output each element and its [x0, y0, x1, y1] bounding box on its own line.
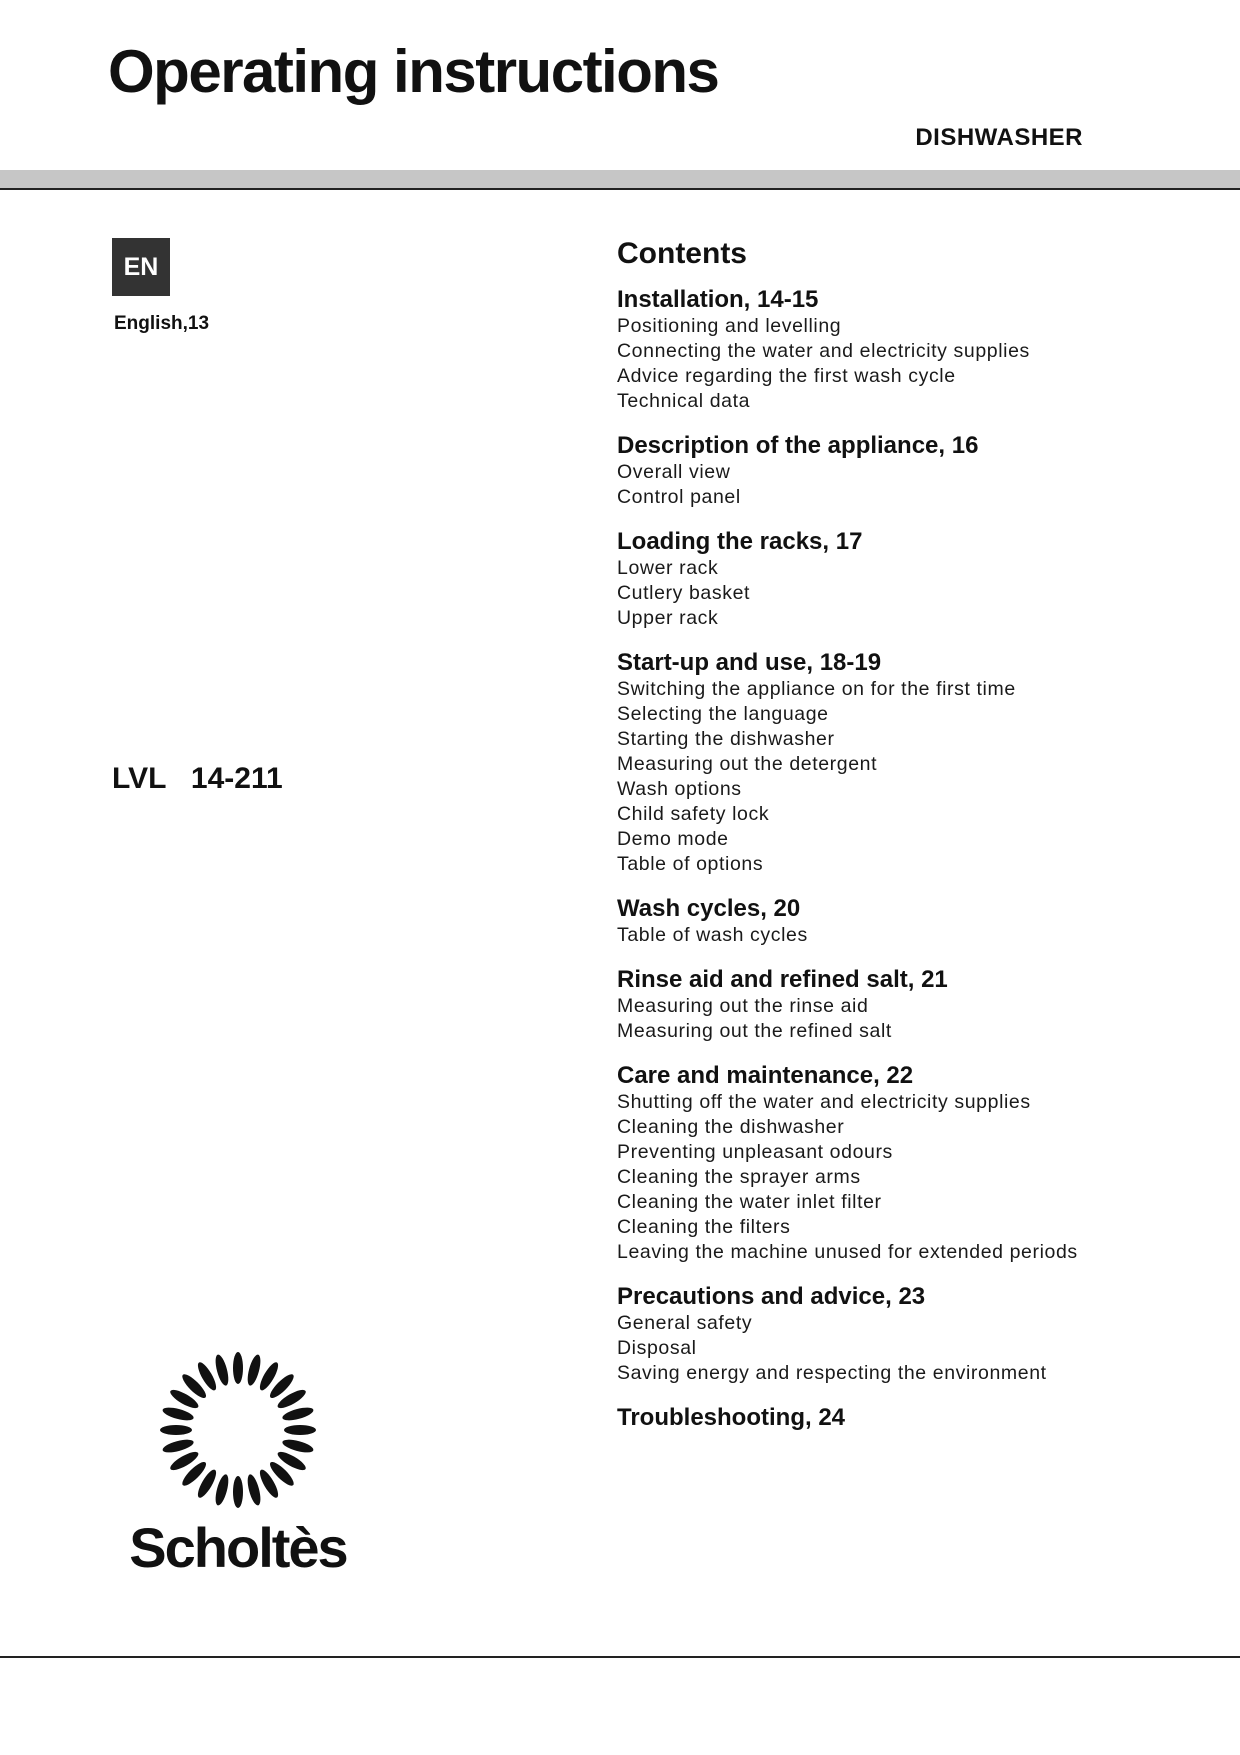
sun-ray	[161, 1405, 194, 1423]
contents-section	[617, 1062, 1217, 1265]
section-item: Cutlery basket	[617, 582, 751, 604]
section-item: Technical data	[617, 390, 751, 412]
section-items	[617, 1090, 1217, 1265]
sun-icon	[118, 1348, 358, 1513]
section-item: Advice regarding the first wash cycle	[617, 365, 956, 387]
section-item: Positioning and levelling	[617, 315, 842, 337]
section-item: Shutting off the water and electricity supplies	[617, 1091, 1031, 1113]
brand-logo	[118, 1348, 358, 1598]
section-item: Cleaning the dishwasher	[617, 1116, 845, 1138]
section-item: Table of wash cycles	[617, 924, 808, 946]
sun-ray	[245, 1353, 263, 1386]
contents-section	[617, 1283, 1217, 1386]
sun-ray	[213, 1353, 231, 1386]
contents-sections	[617, 286, 1217, 1432]
section-item: Measuring out the detergent	[617, 753, 878, 775]
section-title: Wash cycles, 20	[617, 895, 801, 922]
contents-section	[617, 895, 1217, 948]
section-title: Start-up and use, 18-19	[617, 649, 882, 676]
contents-heading: Contents	[617, 237, 747, 270]
product-type: DISHWASHER	[915, 124, 1083, 151]
sun-ray	[233, 1476, 243, 1508]
header-band	[0, 170, 1240, 188]
sun-ray	[160, 1425, 192, 1435]
model-number: LVL 14-211	[112, 762, 283, 795]
table-of-contents	[617, 236, 1217, 1450]
section-item: Disposal	[617, 1337, 697, 1359]
section-item: General safety	[617, 1312, 753, 1334]
section-items	[617, 923, 1217, 948]
section-item: Starting the dishwasher	[617, 728, 835, 750]
section-item: Preventing unpleasant odours	[617, 1141, 893, 1163]
sun-ray	[281, 1405, 314, 1423]
footer-divider	[0, 1656, 1240, 1658]
section-items	[617, 1311, 1217, 1386]
section-title: Installation, 14-15	[617, 286, 819, 313]
section-items	[617, 556, 1217, 631]
language-badge: EN	[112, 238, 170, 296]
section-items	[617, 314, 1217, 414]
section-title: Rinse aid and refined salt, 21	[617, 966, 948, 993]
section-title: Description of the appliance, 16	[617, 432, 979, 459]
section-item: Overall view	[617, 461, 731, 483]
section-title: Care and maintenance, 22	[617, 1062, 914, 1089]
section-item: Connecting the water and electricity supplies	[617, 340, 1030, 362]
brand-name: Scholtès	[129, 1516, 347, 1579]
contents-section	[617, 528, 1217, 631]
section-item: Wash options	[617, 778, 742, 800]
contents-section	[617, 649, 1217, 877]
contents-section	[617, 432, 1217, 510]
section-item: Cleaning the filters	[617, 1216, 791, 1238]
section-item: Switching the appliance on for the first time	[617, 678, 1016, 700]
section-item: Upper rack	[617, 607, 719, 629]
section-items	[617, 460, 1217, 510]
contents-section	[617, 966, 1217, 1044]
section-item: Saving energy and respecting the environment	[617, 1362, 1047, 1384]
section-title: Precautions and advice, 23	[617, 1283, 926, 1310]
sun-ray	[245, 1473, 263, 1506]
section-item: Leaving the machine unused for extended periods	[617, 1241, 1078, 1263]
section-item: Lower rack	[617, 557, 719, 579]
section-item: Control panel	[617, 486, 741, 508]
language-label: English,13	[114, 313, 210, 334]
section-item: Measuring out the rinse aid	[617, 995, 869, 1017]
section-title: Loading the racks, 17	[617, 528, 863, 555]
sun-ray	[213, 1473, 231, 1506]
contents-section	[617, 286, 1217, 414]
section-item: Measuring out the refined salt	[617, 1020, 892, 1042]
section-item: Cleaning the sprayer arms	[617, 1166, 861, 1188]
section-items	[617, 994, 1217, 1044]
section-item: Child safety lock	[617, 803, 770, 825]
sun-ray	[233, 1352, 243, 1384]
section-title: Troubleshooting, 24	[617, 1404, 846, 1431]
sun-ray	[161, 1437, 194, 1455]
section-item: Cleaning the water inlet filter	[617, 1191, 882, 1213]
header-divider	[0, 188, 1240, 190]
section-items	[617, 677, 1217, 877]
section-item: Table of options	[617, 853, 764, 875]
sun-ray	[281, 1437, 314, 1455]
contents-section	[617, 1404, 1217, 1432]
section-item: Demo mode	[617, 828, 729, 850]
sun-ray	[284, 1425, 316, 1435]
page-title: Operating instructions	[108, 38, 719, 105]
section-item: Selecting the language	[617, 703, 829, 725]
